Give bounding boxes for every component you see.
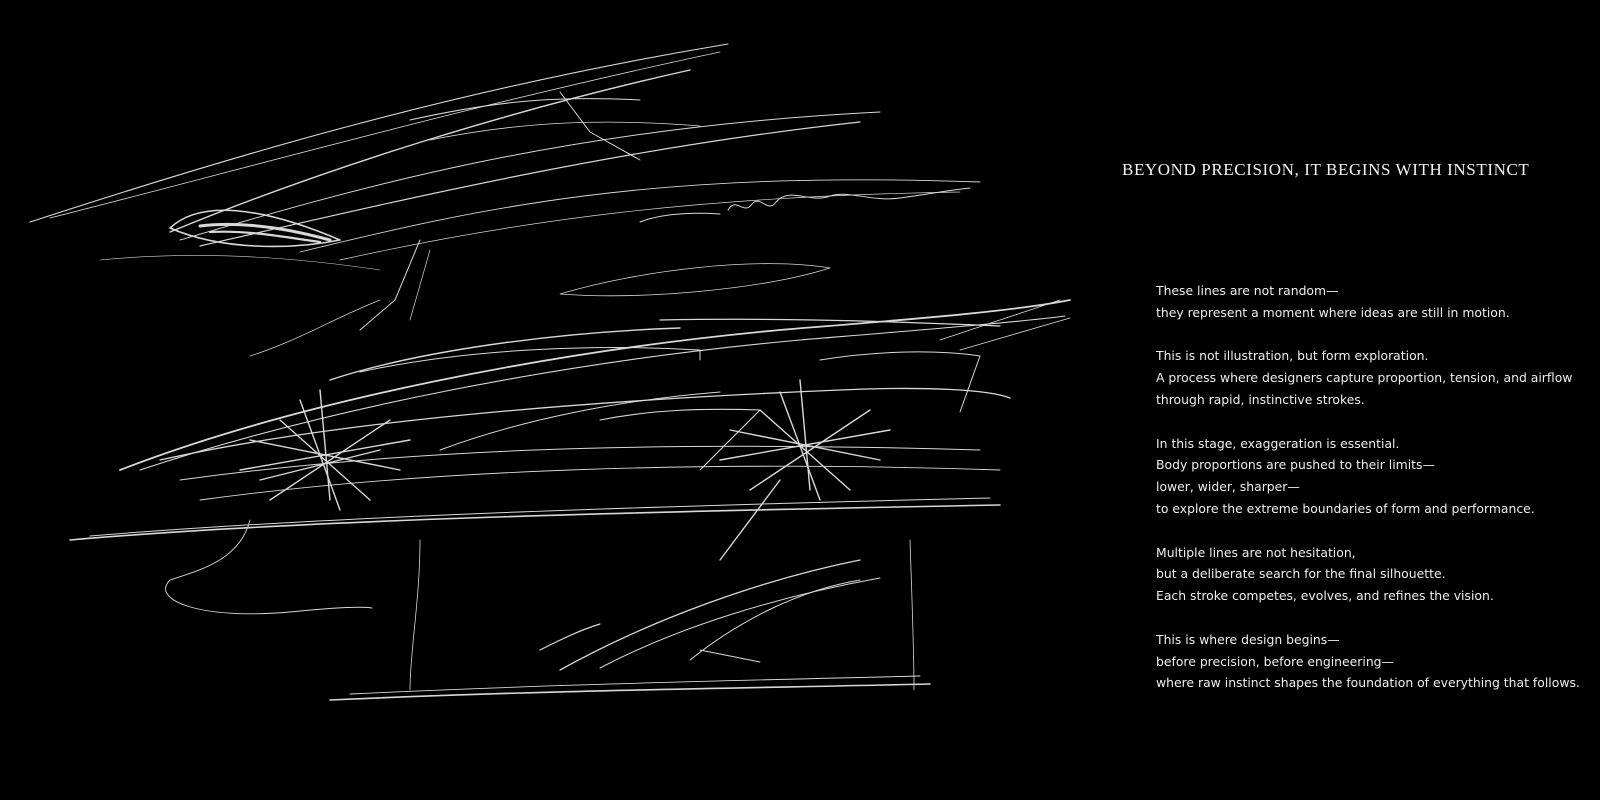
lower-sketch-stroke <box>700 650 760 662</box>
upper-sketch-stroke <box>430 122 700 140</box>
car-body-stroke <box>70 505 1000 540</box>
headline: BEYOND PRECISION, IT BEGINS WITH INSTINCT <box>1122 160 1530 179</box>
upper-sketch-stroke <box>100 255 380 270</box>
paragraph-line: A process where designers capture proportion, tension, and airflow <box>1156 370 1573 386</box>
car-body-stroke <box>166 520 372 614</box>
upper-sketch-stroke <box>300 180 980 252</box>
upper-sketch-stroke <box>200 122 860 246</box>
upper-sketch-stroke <box>50 52 720 218</box>
car-body-stroke <box>910 540 914 690</box>
paragraph-line: through rapid, instinctive strokes. <box>1156 391 1365 407</box>
car-body-stroke <box>440 392 720 450</box>
paragraph-line: Each stroke competes, evolves, and refines the vision. <box>1156 588 1494 604</box>
upper-sketch-stroke <box>560 264 830 296</box>
paragraph <box>1156 345 1576 410</box>
paragraph-line: This is not illustration, but form exploration. <box>1156 348 1429 364</box>
paragraph-line: In this stage, exaggeration is essential. <box>1156 435 1400 451</box>
body-copy <box>1156 280 1580 716</box>
car-body-stroke <box>410 540 420 690</box>
car-body-stroke <box>120 300 1070 470</box>
car-body-stroke <box>140 316 1065 470</box>
car-body-stroke <box>330 328 680 380</box>
car-body-stroke <box>180 446 980 480</box>
upper-sketch-stroke <box>250 300 380 356</box>
upper-sketch-stroke <box>170 70 690 232</box>
rear-wheel-sketch <box>720 380 890 560</box>
paragraph <box>1156 280 1576 324</box>
paragraph-line: before precision, before engineering— <box>1156 653 1394 669</box>
paragraph-line: they represent a moment where ideas are still in motion. <box>1156 304 1510 320</box>
lower-sketch-stroke <box>330 684 930 700</box>
car-body-stroke <box>940 300 1070 350</box>
lower-sketch-stroke <box>540 624 600 650</box>
car-body-stroke <box>360 348 700 372</box>
paragraph <box>1156 629 1580 694</box>
car-body-stroke <box>600 409 760 470</box>
paragraph-line: Body proportions are pushed to their limits— <box>1156 457 1435 473</box>
paragraph-line: These lines are not random— <box>1156 283 1339 298</box>
upper-sketch-stroke <box>340 192 960 260</box>
paragraph-line: Multiple lines are not hesitation, <box>1156 544 1356 560</box>
car-body-stroke <box>160 388 1010 460</box>
car-body-stroke <box>200 466 1000 500</box>
lower-sketch-stroke <box>350 676 920 694</box>
paragraph-line: but a deliberate search for the final silhouette. <box>1156 566 1446 582</box>
paragraph-line: This is where design begins— <box>1156 631 1340 647</box>
paragraph-line: lower, wider, sharper— <box>1156 479 1300 495</box>
paragraph-line: where raw instinct shapes the foundation of everything that follows. <box>1156 675 1580 691</box>
upper-sketch-stroke <box>560 92 640 160</box>
car-body-stroke <box>820 352 980 412</box>
upper-sketch-stroke <box>410 250 430 320</box>
paragraph <box>1156 433 1576 520</box>
paragraph-line: to explore the extreme boundaries of form and performance. <box>1156 500 1535 516</box>
car-body-stroke <box>90 498 990 536</box>
lower-sketch-stroke <box>560 560 860 670</box>
paragraph <box>1156 542 1576 607</box>
